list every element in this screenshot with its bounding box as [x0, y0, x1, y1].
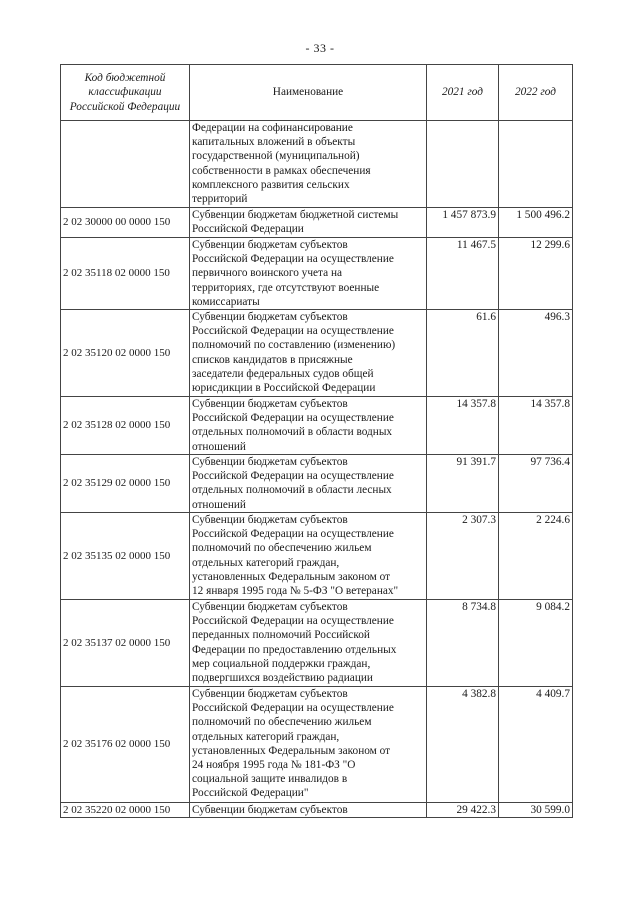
row-name: Субвенции бюджетам субъектов Российской Федерации на осуществление полномочий по обеспечению жильем отдельных категорий граждан, установленных Федеральным законом от 12 января 1995 года № 5-ФЗ "О ветеранах" [190, 513, 427, 600]
row-value-2022: 30 599.0 [499, 803, 573, 818]
table-row [61, 513, 573, 600]
row-value-2021: 61.6 [427, 310, 499, 397]
row-name: Субвенции бюджетам субъектов [190, 803, 427, 818]
row-value-2021: 8 734.8 [427, 600, 499, 687]
row-value-2022: 12 299.6 [499, 238, 573, 310]
table-row [61, 397, 573, 455]
row-name: Федерации на софинансирование капитальных вложений в объекты государственной (муниципальной) собственности в рамках обеспечения комплексного развития сельских территорий [190, 121, 427, 208]
row-name: Субвенции бюджетам субъектов Российской Федерации на осуществление отдельных полномочий в области водных отношений [190, 397, 427, 455]
row-value-2021: 91 391.7 [427, 455, 499, 513]
row-value-2022: 2 224.6 [499, 513, 573, 600]
row-code: 2 02 35128 02 0000 150 [61, 397, 190, 455]
row-value-2022: 1 500 496.2 [499, 208, 573, 238]
header-year-2022: 2022 год [499, 65, 573, 121]
row-value-2021: 14 357.8 [427, 397, 499, 455]
table-row [61, 687, 573, 803]
row-name: Субвенции бюджетам субъектов Российской Федерации на осуществление полномочий по обеспечению жильем отдельных категорий граждан, установленных Федеральным законом от 24 ноября 1995 года № 181-ФЗ "О социальной защите инвалидов в Российской Федерации" [190, 687, 427, 803]
page-number: - 33 - [305, 41, 335, 55]
table-row [61, 600, 573, 687]
row-value-2022: 97 736.4 [499, 455, 573, 513]
table-row [61, 238, 573, 310]
row-code: 2 02 30000 00 0000 150 [61, 208, 190, 238]
table-row [61, 803, 573, 818]
table-row [61, 121, 573, 208]
table-row [61, 208, 573, 238]
row-code: 2 02 35135 02 0000 150 [61, 513, 190, 600]
row-name: Субвенции бюджетам бюджетной системы Российской Федерации [190, 208, 427, 238]
row-value-2021: 1 457 873.9 [427, 208, 499, 238]
table-row [61, 310, 573, 397]
row-value-2021: 2 307.3 [427, 513, 499, 600]
header-code: Код бюджетной классификации Российской Федерации [61, 65, 190, 121]
row-value-2022: 14 357.8 [499, 397, 573, 455]
row-code: 2 02 35137 02 0000 150 [61, 600, 190, 687]
row-code: 2 02 35120 02 0000 150 [61, 310, 190, 397]
row-value-2021: 29 422.3 [427, 803, 499, 818]
row-code: 2 02 35220 02 0000 150 [61, 803, 190, 818]
row-name: Субвенции бюджетам субъектов Российской Федерации на осуществление первичного воинского учета на территориях, где отсутствуют военные комиссариаты [190, 238, 427, 310]
table-header-row [61, 65, 573, 121]
row-value-2021 [427, 121, 499, 208]
row-value-2022: 4 409.7 [499, 687, 573, 803]
table-row [61, 455, 573, 513]
row-code: 2 02 35129 02 0000 150 [61, 455, 190, 513]
row-value-2022 [499, 121, 573, 208]
row-value-2022: 496.3 [499, 310, 573, 397]
header-name: Наименование [190, 65, 427, 121]
row-value-2021: 11 467.5 [427, 238, 499, 310]
row-name: Субвенции бюджетам субъектов Российской Федерации на осуществление переданных полномочий Российской Федерации по предоставлению отдельных мер социальной поддержки граждан, подвергшихся воздействию радиации [190, 600, 427, 687]
row-value-2022: 9 084.2 [499, 600, 573, 687]
row-value-2021: 4 382.8 [427, 687, 499, 803]
budget-table [60, 64, 573, 818]
row-code [61, 121, 190, 208]
row-code: 2 02 35118 02 0000 150 [61, 238, 190, 310]
row-name: Субвенции бюджетам субъектов Российской Федерации на осуществление отдельных полномочий в области лесных отношений [190, 455, 427, 513]
header-year-2021: 2021 год [427, 65, 499, 121]
row-code: 2 02 35176 02 0000 150 [61, 687, 190, 803]
row-name: Субвенции бюджетам субъектов Российской Федерации на осуществление полномочий по составлению (изменению) списков кандидатов в присяжные заседатели федеральных судов общей юрисдикции в Российской Федерации [190, 310, 427, 397]
